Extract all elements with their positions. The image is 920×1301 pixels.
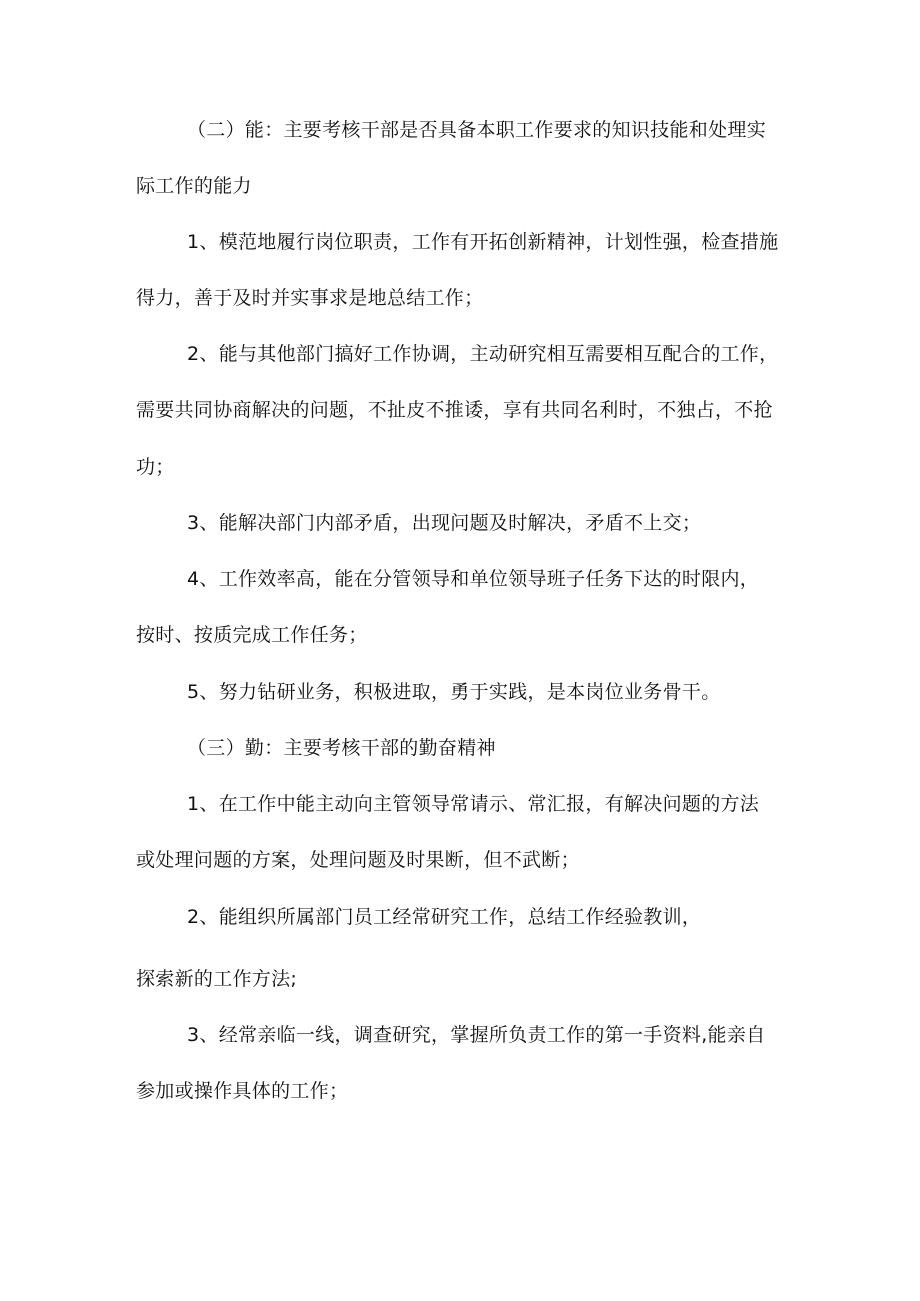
diligence-item-1-line-1: 1、在工作中能主动向主管领导常请示、常汇报，有解决问题的方法 [187,793,760,815]
diligence-item-3-line-2: 参加或操作具体的工作； [136,1080,349,1102]
section-heading-3-line-1: （三）勤：主要考核干部的勤奋精神 [187,737,496,759]
diligence-item-2-line-2: 探索新的工作方法; [136,968,298,990]
diligence-item-1-line-2: 或处理问题的方案，处理问题及时果断，但不武断； [136,849,580,871]
section-heading-2-line-2: 际工作的能力 [136,175,252,197]
item-1-line-1: 1、模范地履行岗位职责，工作有开拓创新精神，计划性强，检查措施 [187,231,779,253]
diligence-item-3-line-1: 3、经常亲临一线，调查研究，掌握所负责工作的第一手资料,能亲自 [187,1024,766,1046]
item-4-line-1: 4、工作效率高，能在分管领导和单位领导班子任务下达的时限内， [187,568,760,590]
item-4-line-2: 按时、按质完成工作任务； [136,624,368,646]
item-5-line-1: 5、努力钻研业务，积极进取，勇于实践，是本岗位业务骨干。 [187,681,721,703]
section-heading-2-line-1: （二）能：主要考核干部是否具备本职工作要求的知识技能和处理实 [187,119,767,141]
diligence-item-2-line-1: 2、能组织所属部门员工经常研究工作，总结工作经验教训， [187,906,702,928]
item-2-line-1: 2、能与其他部门搞好工作协调，主动研究相互需要相互配合的工作， [187,343,779,365]
item-2-line-3: 功； [136,456,175,478]
item-3-line-1: 3、能解决部门内部矛盾，出现问题及时解决，矛盾不上交； [187,512,702,534]
item-1-line-2: 得力，善于及时并实事求是地总结工作； [136,287,484,309]
item-2-line-2: 需要共同协商解决的问题，不扯皮不推诿，享有共同名利时，不独占，不抢 [136,399,773,421]
